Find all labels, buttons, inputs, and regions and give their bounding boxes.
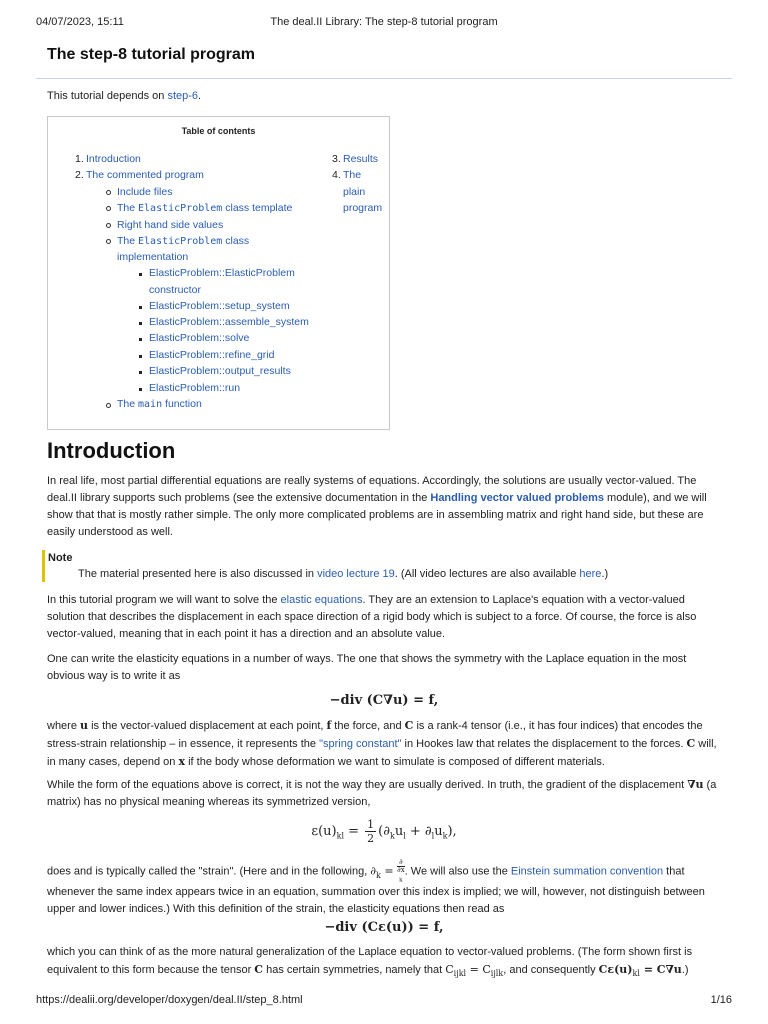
intro-paragraph-7: which you can think of as the more natural generalization of the Laplace equation to vector-valued problems. (The form shown first is equivalent to this form because the tensor C has certain symmetries, namely that $C_{ijkl} = C_{ijlk}$, and consequently $C\varepsilon(u)_{kl} = C\nabla u$.) [47, 946, 693, 979]
toc-link-output-results[interactable]: ElasticProblem::output_results [149, 365, 291, 377]
intro-paragraph-1: In real life, most partial differential equations are really systems of equations. Accordingly, the solutions are usually vector-valued. The deal.II library supports such problems (see the extensive documentation in the Handling vector valued problems module), and we will show that that is mostly rather simple. The only more complicated problems are in assembling matrix and right hand side, but these are easily understood as well. [47, 475, 707, 538]
table-of-contents [47, 116, 390, 430]
note-label: Note [48, 552, 73, 564]
bullet-square-icon [139, 306, 142, 309]
note-text: The material presented here is also discussed in video lecture 19. (All video lectures are also available here.) [78, 568, 609, 580]
bullet-square-icon [139, 322, 142, 325]
bullet-circle-icon [106, 190, 111, 195]
toc-link-introduction[interactable]: Introduction [86, 153, 141, 165]
video-lectures-here-link[interactable]: here [579, 568, 602, 580]
elastic-equations-link[interactable]: elastic equations [280, 594, 363, 606]
vector-valued-problems-link[interactable]: Handling vector valued problems [430, 492, 604, 504]
tutorial-dependency: This tutorial depends on step-6. [47, 90, 202, 102]
einstein-summation-link[interactable]: Einstein summation convention [510, 865, 664, 878]
toc-link-assemble-system[interactable]: ElasticProblem::assemble_system [149, 316, 309, 328]
intro-paragraph-4: where u is the vector-valued displacement at each point, f the force, and C is a rank-4 tensor (i.e., it has four indices) that encodes the stress-strain relationship – in essence, it represents the "spring constant" in Hookes law that relates the displacement to the forces. C will, in many cases, depend on x if the body whose deformation we want to simulate is composed of different materials. [47, 719, 717, 768]
toc-number: 4. [332, 169, 341, 181]
toc-link-results[interactable]: Results [343, 153, 379, 165]
intro-paragraph-3: One can write the elasticity equations in a number of ways. The one that shows the symmetry with the Laplace equation in the most obvious way is to write it as [47, 653, 687, 682]
toc-link-rhs-values[interactable]: Right hand side values [117, 219, 224, 231]
equation-elasticity-1: −div (C∇u) = f, [329, 693, 439, 708]
toc-number: 3. [332, 153, 341, 165]
equation-strain: $\varepsilon(u)_{kl}$ = $\frac{1}{2}$ $(\partial_ku_l + \partial_lu_k)$, [311, 818, 457, 845]
toc-link-setup-system[interactable]: ElasticProblem::setup_system [149, 300, 290, 312]
toc-number: 1. [75, 153, 84, 165]
print-date: 04/07/2023, 15:11 [36, 16, 124, 28]
bullet-square-icon [139, 338, 142, 341]
spring-constant-link[interactable]: "spring constant" [319, 738, 402, 750]
toc-number: 2. [75, 169, 84, 181]
toc-title: Table of contents [181, 126, 256, 136]
toc-link-constructor[interactable]: ElasticProblem::ElasticProblem [149, 267, 295, 279]
video-lecture-link[interactable]: video lecture 19 [317, 568, 395, 580]
toc-link-plain-program-cont2[interactable]: program [343, 202, 383, 214]
toc-link-run[interactable]: ElasticProblem::run [149, 382, 241, 394]
bullet-square-icon [139, 371, 142, 374]
toc-link-class-template[interactable]: The ElasticProblem class template [117, 202, 293, 214]
toc-link-plain-program[interactable]: The [343, 169, 362, 181]
toc-link-class-implementation[interactable]: The ElasticProblem class [117, 235, 250, 247]
print-page-number: 1/16 [710, 994, 732, 1006]
toc-link-refine-grid[interactable]: ElasticProblem::refine_grid [149, 349, 275, 361]
note-box [42, 550, 722, 582]
title-divider [36, 78, 732, 79]
print-document-title: The deal.II Library: The step-8 tutorial program [270, 16, 498, 28]
intro-paragraph-5: While the form of the equations above is correct, it is not the way they are usually derived. In truth, the gradient of the displacement ∇u (a matrix) has no physical meaning whereas its symmetrized version, [47, 778, 717, 808]
toc-link-class-implementation-cont[interactable]: implementation [117, 251, 189, 263]
bullet-circle-icon [106, 206, 111, 211]
toc-link-solve[interactable]: ElasticProblem::solve [149, 332, 250, 344]
bullet-square-icon [139, 388, 142, 391]
toc-link-plain-program-cont[interactable]: plain [343, 186, 366, 198]
intro-paragraph-2: In this tutorial program we will want to solve the elastic equations. They are an extension to Laplace's equation with a vector-valued solution that describes the displacement in each space direction of a rigid body which is subject to a force. Of course, the force is also vector-valued, meaning that in each point it has a direction and an absolute value. [47, 594, 697, 640]
toc-link-commented-program[interactable]: The commented program [86, 169, 204, 181]
print-header [36, 16, 732, 30]
bullet-square-icon [139, 273, 142, 276]
bullet-square-icon [139, 355, 142, 358]
toc-link-main-function[interactable]: The main function [117, 398, 202, 410]
page-title: The step-8 tutorial program [47, 46, 256, 63]
toc-link-include-files[interactable]: Include files [117, 186, 173, 198]
step-6-link[interactable]: step-6 [167, 90, 199, 102]
bullet-circle-icon [106, 223, 111, 228]
bullet-circle-icon [106, 403, 111, 408]
print-url: https://dealii.org/developer/doxygen/deal.II/step_8.html [36, 994, 303, 1006]
equation-elasticity-2: −div (Cε(u)) = f, [324, 920, 444, 935]
bullet-circle-icon [106, 239, 111, 244]
intro-paragraph-6: does and is typically called the "strain". (Here and in the following, $\partial_k$ = ∂ ∂x $_k$ . We will also use the Einstein summation convention that whenever the same index appears twice in an equation, summation over this index is implied; we will, however, not distinguish between upper and lower indices.) With this definition of the strain, the elasticity equations then read as [47, 858, 705, 916]
print-footer [36, 994, 732, 1008]
toc-link-constructor-cont[interactable]: constructor [149, 284, 201, 296]
section-heading-introduction: Introduction [47, 438, 176, 463]
